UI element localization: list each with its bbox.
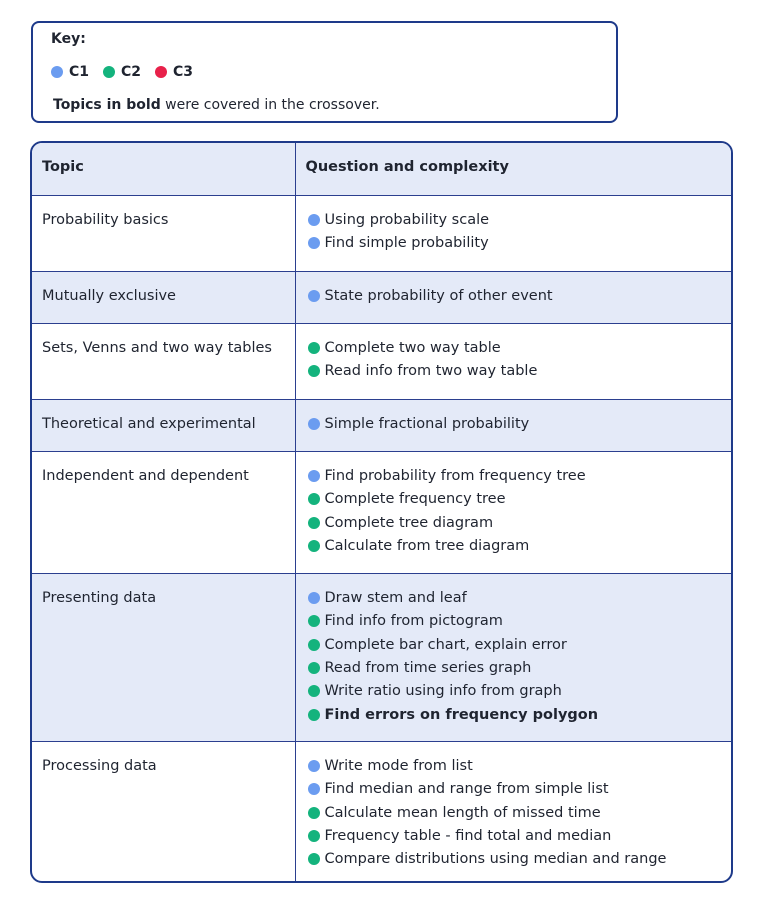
topics-table	[32, 143, 731, 883]
question-text: Simple fractional probability	[324, 416, 530, 433]
c2-dot-icon	[308, 615, 320, 627]
question-cell	[295, 195, 731, 271]
c2-dot-icon	[308, 493, 320, 505]
c2-dot-icon	[308, 853, 320, 865]
table-row	[32, 741, 731, 883]
c1-dot-icon	[308, 592, 320, 604]
question-text: Draw stem and leaf	[324, 590, 467, 607]
header-question: Question and complexity	[295, 143, 731, 195]
question-cell	[295, 741, 731, 883]
list-item	[308, 633, 722, 656]
c2-dot-icon	[308, 685, 320, 697]
key-note-bold: Topics in bold	[53, 97, 161, 113]
question-cell	[295, 399, 731, 451]
key-title: Key:	[51, 31, 86, 47]
question-text: Compare distributions using median and range	[324, 851, 667, 868]
c2-dot-icon	[308, 365, 320, 377]
table-row	[32, 451, 731, 573]
table-row	[32, 271, 731, 323]
c1-dot-icon	[308, 760, 320, 772]
c1-dot-icon	[308, 237, 320, 249]
list-item	[308, 656, 722, 679]
list-item	[308, 848, 722, 871]
question-text: Write mode from list	[324, 758, 473, 775]
c2-dot-icon	[308, 709, 320, 721]
list-item	[308, 465, 722, 488]
legend-item-c3	[155, 64, 193, 80]
table-row	[32, 323, 731, 399]
question-text: Find info from pictogram	[324, 613, 503, 630]
c2-dot-icon	[308, 342, 320, 354]
list-item	[308, 511, 722, 534]
list-item	[308, 680, 722, 703]
c2-dot-icon	[308, 830, 320, 842]
question-cell	[295, 573, 731, 741]
question-text: Find simple probability	[324, 235, 489, 252]
key-box	[31, 21, 618, 123]
list-item	[308, 703, 722, 726]
legend-label: C3	[173, 64, 194, 80]
c1-dot-icon	[51, 66, 63, 78]
list-item	[308, 534, 722, 557]
table-row	[32, 399, 731, 451]
list-item	[308, 360, 722, 383]
list-item	[308, 610, 722, 633]
question-cell	[295, 323, 731, 399]
list-item	[308, 337, 722, 360]
c2-dot-icon	[308, 639, 320, 651]
list-item	[308, 413, 722, 436]
question-cell	[295, 271, 731, 323]
question-text: Write ratio using info from graph	[324, 683, 562, 700]
c2-dot-icon	[103, 66, 115, 78]
question-text: Read from time series graph	[324, 660, 532, 677]
topic-cell: Theoretical and experimental	[32, 399, 295, 451]
legend-item-c1	[51, 64, 89, 80]
legend	[51, 64, 207, 80]
question-text: Complete tree diagram	[324, 514, 494, 531]
question-text: Calculate mean length of missed time	[324, 804, 601, 821]
table-row	[32, 573, 731, 741]
list-item	[308, 801, 722, 824]
question-text: Find errors on frequency polygon	[324, 706, 599, 723]
c2-dot-icon	[308, 807, 320, 819]
list-item	[308, 209, 722, 232]
topic-cell: Independent and dependent	[32, 451, 295, 573]
c2-dot-icon	[308, 662, 320, 674]
legend-item-c2	[103, 64, 141, 80]
question-cell	[295, 451, 731, 573]
question-text: State probability of other event	[324, 288, 553, 305]
header-topic: Topic	[32, 143, 295, 195]
c2-dot-icon	[308, 540, 320, 552]
topic-cell: Mutually exclusive	[32, 271, 295, 323]
table-row	[32, 195, 731, 271]
list-item	[308, 587, 722, 610]
question-text: Complete two way table	[324, 340, 501, 357]
question-text: Complete bar chart, explain error	[324, 636, 567, 653]
c3-dot-icon	[155, 66, 167, 78]
question-text: Read info from two way table	[324, 363, 538, 380]
list-item	[308, 232, 722, 255]
list-item	[308, 778, 722, 801]
c1-dot-icon	[308, 290, 320, 302]
question-text: Frequency table - find total and median	[324, 828, 612, 845]
topic-cell: Processing data	[32, 741, 295, 883]
c1-dot-icon	[308, 470, 320, 482]
c1-dot-icon	[308, 783, 320, 795]
question-text: Complete frequency tree	[324, 491, 506, 508]
topics-table-container	[30, 141, 733, 883]
c1-dot-icon	[308, 418, 320, 430]
c1-dot-icon	[308, 214, 320, 226]
question-text: Find median and range from simple list	[324, 781, 609, 798]
key-note	[53, 97, 380, 113]
list-item	[308, 488, 722, 511]
topic-cell: Probability basics	[32, 195, 295, 271]
c2-dot-icon	[308, 517, 320, 529]
list-item	[308, 285, 722, 308]
question-text: Find probability from frequency tree	[324, 468, 586, 485]
topic-cell: Sets, Venns and two way tables	[32, 323, 295, 399]
topic-cell: Presenting data	[32, 573, 295, 741]
question-text: Calculate from tree diagram	[324, 538, 530, 555]
legend-label: C2	[121, 64, 142, 80]
legend-label: C1	[69, 64, 90, 80]
list-item	[308, 824, 722, 847]
key-note-rest: were covered in the crossover.	[160, 97, 380, 113]
table-header-row	[32, 143, 731, 195]
list-item	[308, 755, 722, 778]
question-text: Using probability scale	[324, 212, 490, 229]
